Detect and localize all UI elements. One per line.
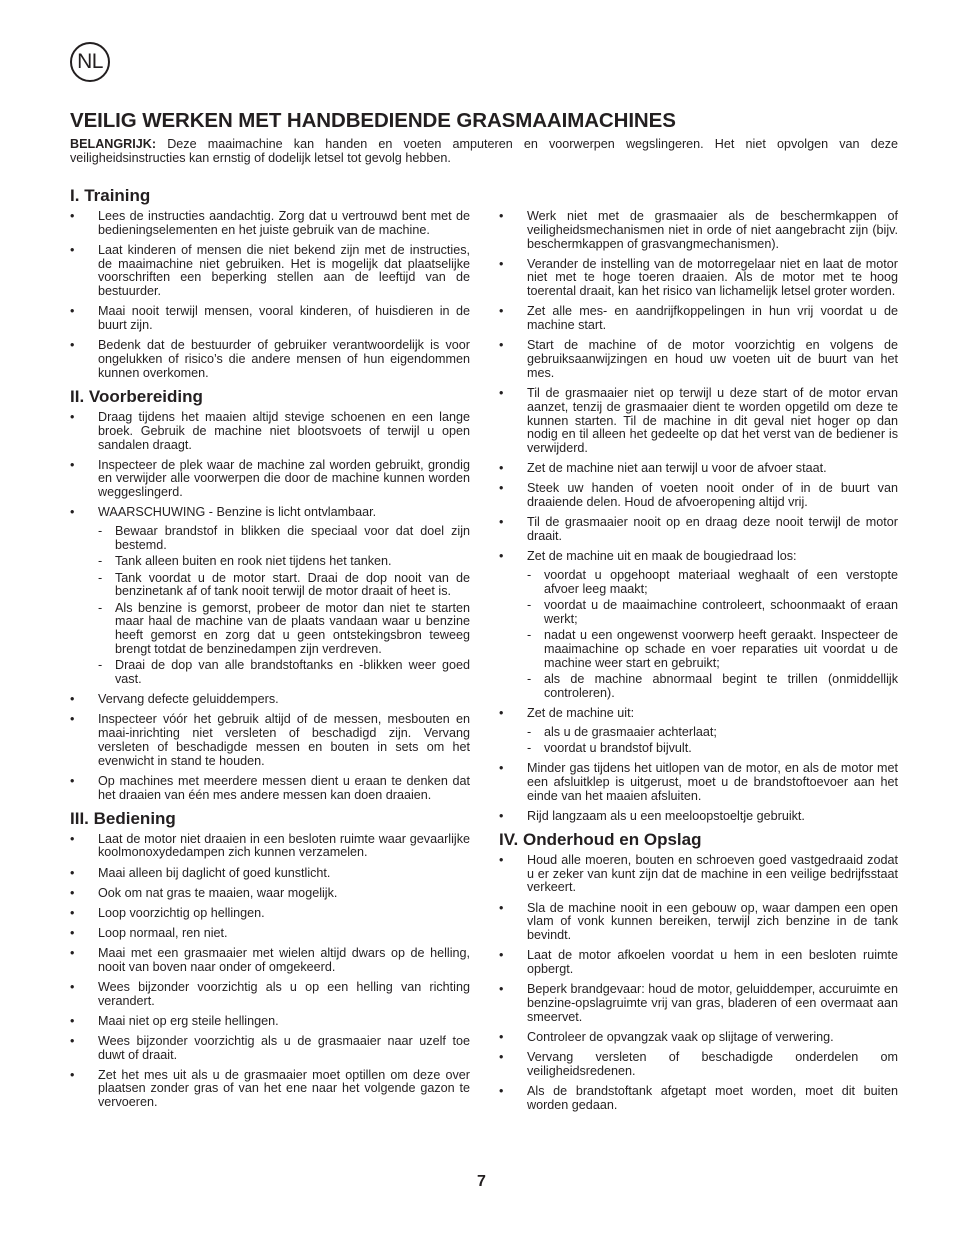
bullet-mark: • — [70, 925, 75, 940]
bullet-mark: • — [70, 457, 75, 472]
bullet-list — [70, 210, 470, 381]
sub-list-item — [527, 742, 898, 756]
sub-list-item — [98, 572, 470, 600]
list-item — [70, 907, 470, 921]
sub-list-item — [527, 599, 898, 627]
list-item-text: Maai nooit terwijl mensen, vooral kinderen, of huisdieren in de buurt zijn. — [98, 304, 470, 333]
sub-list-item — [527, 629, 898, 670]
left-column — [70, 186, 470, 1116]
section-heading — [70, 387, 470, 407]
page-title: VEILIG WERKEN MET HANDBEDIENDE GRASMAAIMACHINES — [70, 109, 676, 132]
bullet-mark: • — [70, 712, 75, 727]
dash-mark: - — [527, 598, 532, 612]
page-number: 7 — [477, 1173, 486, 1190]
list-item — [70, 411, 470, 452]
sub-list-item-text: Tank voordat u de motor start. Draai de dop nooit van de benzinetank af of tank nooit terwijl de motor draait of heet is. — [115, 570, 470, 599]
bullet-mark: • — [70, 242, 75, 257]
sub-list-item-text: voordat u opgehoopt materiaal weghaalt of een verstopte afvoer leeg maakt; — [544, 567, 898, 596]
bullet-mark: • — [499, 852, 504, 867]
bullet-mark: • — [70, 1033, 75, 1048]
intro-paragraph — [70, 137, 898, 165]
bullet-mark: • — [499, 808, 504, 823]
intro-text: Deze maaimachine kan handen en voeten amputeren en voorwerpen wegslingeren. Het niet opvolgen van deze veiligheidsinstructies kan ernstig of dodelijk letsel tot gevolg hebben. — [70, 137, 898, 165]
bullet-mark: • — [70, 1067, 75, 1082]
bullet-mark: • — [499, 209, 504, 223]
list-item-text: Lees de instructies aandachtig. Zorg dat u vertrouwd bent met de bedieningselementen en het juiste gebruik van de machine. — [98, 209, 470, 237]
list-item — [70, 1069, 470, 1110]
list-item — [499, 258, 898, 299]
list-item — [70, 927, 470, 941]
bullet-mark: • — [70, 304, 75, 319]
list-item-text: Ook om nat gras te maaien, waar mogelijk. — [98, 885, 338, 900]
bullet-mark: • — [70, 905, 75, 920]
list-item-text: Sla de machine nooit in een gebouw op, waar dampen een open vlam of vonk kunnen bereiken, terwijl zich benzine in de tank bevindt. — [527, 900, 898, 943]
section-number: IV. — [499, 829, 519, 849]
list-item-text: Zet de machine uit: — [527, 705, 635, 720]
list-item-text: Wees bijzonder voorzichtig als u op een helling van richting verandert. — [98, 979, 470, 1008]
sub-list — [527, 726, 898, 756]
list-item — [70, 339, 470, 380]
section-title: Onderhoud en Opslag — [522, 829, 702, 849]
section-training — [70, 186, 470, 381]
list-item — [70, 244, 470, 299]
sub-list-item — [98, 555, 470, 569]
list-item — [499, 482, 898, 510]
bullet-mark: • — [499, 304, 504, 319]
section-number: I. — [70, 186, 80, 205]
bullet-mark: • — [70, 209, 75, 223]
list-item-text: Controleer de opvangzak vaak op slijtage of verwering. — [527, 1029, 834, 1044]
bullet-mark: • — [499, 705, 504, 720]
list-item-text: Laat de motor niet draaien in een besloten ruimte waar gevaarlijke koolmonoxydedampen zich kunnen verzamelen. — [98, 831, 470, 860]
list-item-text: Zet de machine uit en maak de bougiedraad los: — [527, 549, 797, 564]
list-item-text: Loop normaal, ren niet. — [98, 925, 228, 940]
list-item — [70, 1015, 470, 1029]
list-item-text: Til de grasmaaier niet op terwijl u deze start of de motor ervan aanzet, tenzij de grasmaaier dient te worden opgetild om deze te kunnen starten. Til de machine in dit geval niet hoger op dan nodig en til alleen het gedeelte op dat het verst van de bediener is verwijderd. — [527, 385, 898, 456]
dash-mark: - — [527, 740, 532, 755]
list-item — [70, 693, 470, 707]
list-item-text: Inspecteer de plek waar de machine zal worden gebruikt, grondig en verwijder alle voorwerpen die door de machine kunnen worden weggeslingerd. — [98, 457, 470, 500]
dash-mark: - — [98, 600, 103, 615]
section-number: III. — [70, 808, 89, 828]
section-onderhoud — [499, 830, 898, 1113]
section-number: II. — [70, 386, 85, 406]
dash-mark: - — [527, 671, 532, 686]
dash-mark: - — [98, 524, 103, 539]
list-item — [499, 949, 898, 977]
list-item — [70, 833, 470, 861]
list-item — [499, 902, 898, 943]
list-item — [499, 210, 898, 251]
bullet-mark: • — [499, 1083, 504, 1098]
sub-list-item-text: voordat u de maaimachine controleert, schoonmaakt of eraan werkt; — [544, 598, 898, 626]
bullet-list — [70, 411, 470, 687]
section-title: Bediening — [93, 808, 176, 828]
list-item — [499, 854, 898, 895]
list-item-text: Maai met een grasmaaier met wielen altijd dwars op de helling, nooit van boven naar onder of omgekeerd. — [98, 945, 470, 974]
list-item — [499, 1051, 898, 1079]
sub-list — [527, 569, 898, 701]
list-item — [499, 339, 898, 380]
bullet-mark: • — [499, 481, 504, 496]
list-item — [499, 762, 898, 803]
section-bediening — [70, 809, 470, 1110]
bullet-mark: • — [499, 948, 504, 963]
dash-mark: - — [527, 567, 532, 582]
bullet-mark: • — [499, 256, 504, 271]
sub-list — [98, 525, 470, 687]
bullet-mark: • — [499, 461, 504, 476]
language-code: NL — [77, 50, 103, 73]
list-item — [499, 1031, 898, 1045]
list-item — [70, 947, 470, 975]
bullet-mark: • — [70, 885, 75, 900]
dash-mark: - — [98, 658, 103, 673]
bullet-mark: • — [70, 505, 75, 520]
sub-list-item — [527, 726, 898, 740]
list-item-text: Loop voorzichtig op hellingen. — [98, 905, 265, 920]
sub-list-item — [98, 602, 470, 657]
bullet-mark: • — [499, 549, 504, 564]
list-item — [499, 810, 898, 824]
sub-list-item — [527, 569, 898, 597]
list-item-text: Til de grasmaaier nooit op en draag deze nooit terwijl de motor draait. — [527, 515, 898, 544]
bullet-mark: • — [70, 409, 75, 424]
dash-mark: - — [527, 628, 532, 643]
list-item — [70, 1035, 470, 1063]
sub-list-item-text: als de machine abnormaal begint te trillen (onmiddellijk controleren). — [544, 671, 898, 700]
sub-list-item — [98, 659, 470, 687]
list-item — [70, 981, 470, 1009]
list-item — [499, 387, 898, 456]
list-item — [70, 210, 470, 238]
list-item-text: Zet het mes uit als u de grasmaaier moet optillen om deze over plaatsen zonder gras of van het ene naar het volgende gazon te vervoeren. — [98, 1067, 470, 1110]
sub-list-item-text: Draai de dop van alle brandstoftanks en -blikken weer goed vast. — [115, 658, 470, 687]
section-heading — [499, 830, 898, 850]
list-item — [70, 775, 470, 803]
list-item-text: Draag tijdens het maaien altijd stevige schoenen en een lange broek. Gebruik de machine niet blootsvoets of terwijl u open sandalen draagt. — [98, 409, 470, 452]
list-item-text: Laat kinderen of mensen die niet bekend zijn met de instructies, de maaimachine niet gebruiken. Het is mogelijk dat plaatselijke voorschriften een beperking stellen aan de leeftijd van de bestuurder. — [98, 242, 470, 299]
section-bediening-continued — [499, 210, 898, 824]
bullet-mark: • — [70, 979, 75, 994]
list-item-text: Maai niet op erg steile hellingen. — [98, 1013, 279, 1028]
list-item-text: Als de brandstoftank afgetapt moet worden, moet dit buiten worden gedaan. — [527, 1083, 898, 1112]
bullet-mark: • — [70, 865, 75, 880]
list-item-text: Bedenk dat de bestuurder of gebruiker verantwoordelijk is voor ongelukken of risico’s die andere mensen of hun eigendommen kunnen overkomen. — [98, 338, 470, 380]
sub-list-item-text: Bewaar brandstof in blikken die speciaal voor dat doel zijn bestemd. — [115, 524, 470, 552]
sub-list-item-text: voordat u brandstof bijvult. — [544, 740, 692, 755]
section-title: Voorbereiding — [88, 386, 203, 406]
bullet-list — [499, 854, 898, 1113]
list-item-text: Steek uw handen of voeten nooit onder of in de buurt van draaiende delen. Houd de afvoeropening altijd vrij. — [527, 481, 898, 510]
list-item-text: Minder gas tijdens het uitlopen van de motor, en als de motor met een afsluitklep is uitgerust, moet u de brandstoftoevoer aan het einde van het maaien afsluiten. — [527, 761, 898, 803]
list-item-text: Maai alleen bij daglicht of goed kunstlicht. — [98, 865, 331, 880]
bullet-mark: • — [70, 692, 75, 707]
dash-mark: - — [98, 554, 103, 569]
bullet-mark: • — [70, 945, 75, 960]
list-item-text: Houd alle moeren, bouten en schroeven goed vastgedraaid zodat u er zeker van kunt zijn dat de machine in een veilige bedrijfsstaat verkeert. — [527, 852, 898, 895]
bullet-mark: • — [70, 1013, 75, 1028]
list-item-text: Beperk brandgevaar: houd de motor, geluiddemper, accuruimte en benzine-opslagruimte vrij van gras, bladeren of een overmaat aan smeervet. — [527, 982, 898, 1024]
list-item — [70, 305, 470, 333]
list-item-text: Vervang defecte geluiddempers. — [98, 692, 279, 707]
list-item — [70, 459, 470, 500]
section-title: Training — [84, 186, 151, 205]
bullet-list — [499, 210, 898, 824]
sub-list-item-text: nadat u een ongewenst voorwerp heeft geraakt. Inspecteer de maaimachine op schade en voer reparaties uit voordat u de machine weer start en gebruikt; — [544, 628, 898, 670]
list-item-text: WAARSCHUWING - Benzine is licht ontvlambaar. — [98, 505, 377, 520]
list-item — [70, 713, 470, 768]
sub-list-item — [527, 673, 898, 701]
bullet-mark: • — [70, 338, 75, 353]
list-item-text: Start de machine of de motor voorzichtig en volgens de gebruiksaanwijzingen en houd uw voeten uit de buurt van het mes. — [527, 338, 898, 380]
dash-mark: - — [98, 570, 103, 585]
sub-list-item — [98, 525, 470, 553]
bullet-mark: • — [70, 773, 75, 788]
language-badge — [70, 42, 110, 82]
bullet-list — [70, 693, 470, 802]
list-item — [70, 506, 470, 687]
list-item — [70, 867, 470, 881]
list-item-text: Werk niet met de grasmaaier als de beschermkappen of veiligheidsmechanismen niet in orde of niet aangebracht zijn (bijv. beschermkappen of grasvangmechanismen). — [527, 209, 898, 251]
list-item — [499, 707, 898, 756]
list-item-text: Vervang versleten of beschadigde onderdelen om veiligheidsredenen. — [527, 1049, 898, 1078]
list-item-text: Rijd langzaam als u een meeloopstoeltje gebruikt. — [527, 808, 805, 823]
bullet-mark: • — [499, 1049, 504, 1064]
right-column — [499, 210, 898, 1119]
list-item-text: Op machines met meerdere messen dient u eraan te denken dat het draaien van één mes andere messen kan doen draaien. — [98, 773, 470, 802]
list-item — [499, 462, 898, 476]
bullet-mark: • — [70, 831, 75, 846]
section-voorbereiding — [70, 387, 470, 802]
sub-list-item-text: Tank alleen buiten en rook niet tijdens het tanken. — [115, 554, 392, 569]
section-heading — [70, 186, 470, 206]
list-item-text: Verander de instelling van de motorregelaar niet en laat de motor niet met te hoge toeren draaien. Als de motor met te hoog toerental draait, kan het risico van lichamelijk letsel groter worden. — [527, 256, 898, 299]
list-item-text: Zet de machine niet aan terwijl u voor de afvoer staat. — [527, 461, 827, 476]
bullet-mark: • — [499, 900, 504, 915]
bullet-mark: • — [499, 982, 504, 997]
bullet-mark: • — [499, 1029, 504, 1044]
list-item — [499, 305, 898, 333]
bullet-mark: • — [499, 385, 504, 400]
list-item-text: Wees bijzonder voorzichtig als u de grasmaaier naar uzelf toe duwt of draait. — [98, 1033, 470, 1062]
list-item — [499, 983, 898, 1024]
list-item-text: Laat de motor afkoelen voordat u hem in een besloten ruimte opbergt. — [527, 948, 898, 977]
sub-list-item-text: Als benzine is gemorst, probeer de motor dan niet te starten maar haal de machine van de plaats vandaan waar u benzine heeft gemorst en zorg dat u geen ontstekingsbron teweeg brengt totdat de benzinedampen zijn verdreven. — [115, 600, 470, 656]
bullet-mark: • — [499, 515, 504, 530]
sub-list-item-text: als u de grasmaaier achterlaat; — [544, 724, 717, 739]
list-item-text: Inspecteer vóór het gebruik altijd of de messen, mesbouten en maai-inrichting niet versleten of beschadigd zijn. Vervang versleten of beschadigde messen en bouten in sets om het evenwicht in stand te houden. — [98, 712, 470, 768]
list-item — [499, 516, 898, 544]
bullet-list — [70, 833, 470, 1110]
bullet-mark: • — [499, 761, 504, 776]
section-heading — [70, 809, 470, 829]
list-item — [499, 550, 898, 700]
bullet-mark: • — [499, 338, 504, 353]
intro-label: BELANGRIJK: — [70, 137, 157, 151]
dash-mark: - — [527, 724, 532, 739]
list-item-text: Zet alle mes- en aandrijfkoppelingen in hun vrij voordat u de machine start. — [527, 304, 898, 333]
list-item — [499, 1085, 898, 1113]
list-item — [70, 887, 470, 901]
